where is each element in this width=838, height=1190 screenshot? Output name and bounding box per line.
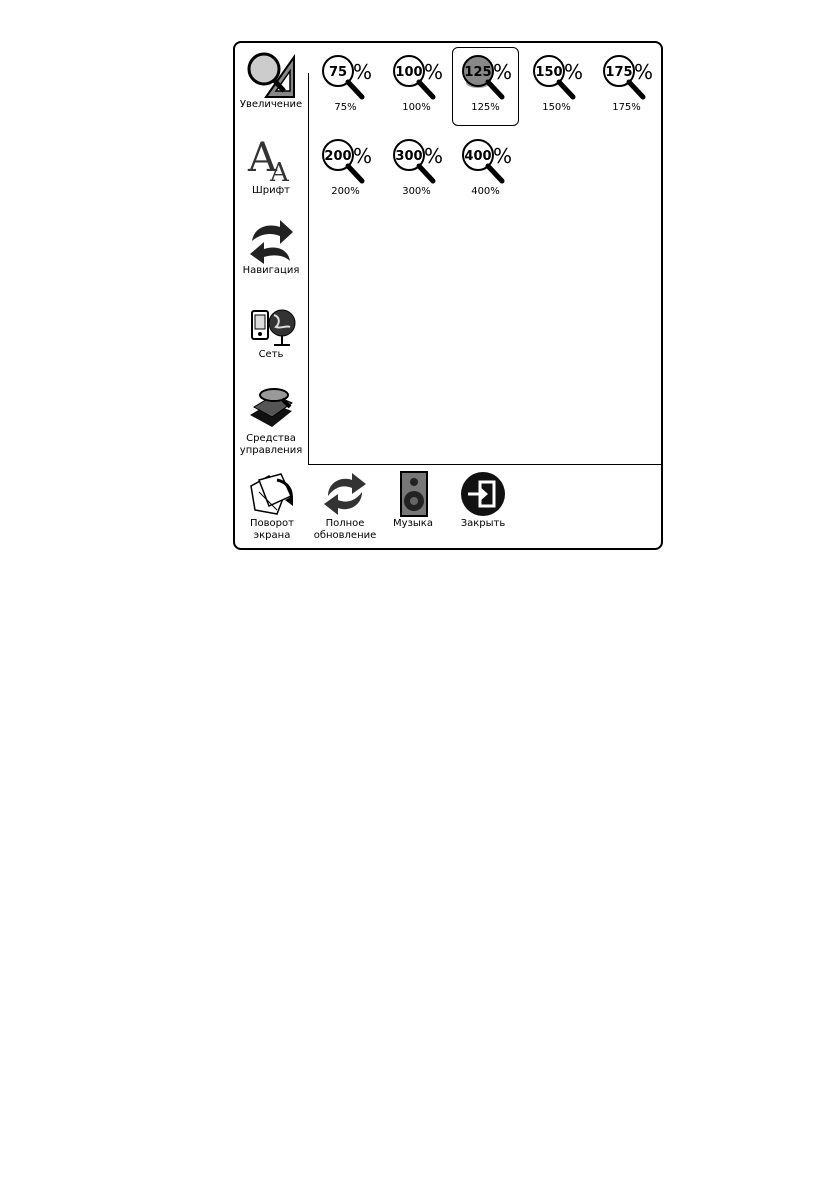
full-refresh-icon [320, 470, 370, 518]
rotate-screen-button[interactable] [237, 470, 307, 542]
navigation-icon [246, 217, 296, 265]
magnifier-icon [391, 53, 443, 101]
percent-sign: % [352, 60, 372, 84]
percent-sign: % [492, 60, 512, 84]
zoom-option-label: 400% [471, 186, 500, 197]
rotate-screen-icon [247, 470, 297, 518]
percent-sign: % [633, 60, 653, 84]
side-item-zoom[interactable] [235, 51, 307, 111]
bottom-item-label: Поворот экрана [250, 518, 294, 541]
magnifier-icon [391, 137, 443, 185]
zoom-category-icon [246, 51, 296, 99]
side-item-label: Навигация [242, 265, 300, 276]
zoom-value-text: 300 [394, 149, 423, 164]
zoom-value-text: 200 [323, 149, 352, 164]
zoom-option-label: 150% [542, 102, 571, 113]
side-item-network[interactable] [235, 301, 307, 361]
magnifier-icon [320, 137, 372, 185]
magnifier-icon [320, 53, 372, 101]
close-button[interactable] [448, 470, 518, 530]
percent-sign: % [423, 60, 443, 84]
zoom-option-label: 300% [402, 186, 431, 197]
font-icon [246, 133, 296, 185]
side-item-label: Сеть [258, 349, 284, 360]
zoom-option-label: 125% [471, 102, 500, 113]
zoom-option-label: 75% [334, 102, 357, 113]
side-item-label: Средства управления [239, 433, 303, 456]
bottom-item-label: Музыка [393, 518, 433, 529]
percent-sign: % [423, 144, 443, 168]
side-item-navigation[interactable] [235, 217, 307, 277]
zoom-option-125[interactable] [452, 47, 519, 126]
side-item-tools[interactable] [235, 385, 307, 457]
exit-icon [458, 470, 508, 518]
magnifier-icon [601, 53, 653, 101]
zoom-option-label: 200% [331, 186, 360, 197]
speaker-icon [388, 470, 438, 518]
zoom-option-100[interactable] [383, 47, 450, 126]
zoom-option-label: 100% [402, 102, 431, 113]
zoom-option-75[interactable] [312, 47, 379, 126]
zoom-value-text: 75 [328, 65, 347, 80]
zoom-value-text: 150 [534, 65, 563, 80]
side-divider [308, 73, 309, 464]
bottom-divider [308, 464, 661, 465]
zoom-option-400[interactable] [452, 131, 519, 210]
magnifier-icon [460, 53, 512, 101]
bottom-item-label: Закрыть [460, 518, 506, 529]
zoom-value-text: 400 [463, 149, 492, 164]
music-button[interactable] [378, 470, 448, 530]
side-item-font[interactable] [235, 133, 307, 197]
zoom-option-150[interactable] [523, 47, 590, 126]
percent-sign: % [492, 144, 512, 168]
zoom-value-text: 100 [394, 65, 423, 80]
magnifier-icon [460, 137, 512, 185]
zoom-option-175[interactable] [593, 47, 660, 126]
svg-text:A: A [248, 135, 277, 181]
full-refresh-button[interactable] [310, 470, 380, 542]
svg-text:A: A [270, 158, 289, 185]
zoom-option-300[interactable] [383, 131, 450, 210]
side-item-label: Увеличение [239, 99, 303, 110]
zoom-option-label: 175% [612, 102, 641, 113]
percent-sign: % [352, 144, 372, 168]
zoom-value-text: 175 [604, 65, 633, 80]
zoom-option-200[interactable] [312, 131, 379, 210]
zoom-value-text: 125 [463, 65, 492, 80]
menu-dialog [233, 41, 663, 550]
tools-icon [246, 385, 296, 433]
percent-sign: % [563, 60, 583, 84]
network-icon [246, 301, 296, 349]
bottom-item-label: Полное обновление [313, 518, 377, 541]
side-item-label: Шрифт [252, 185, 290, 196]
magnifier-icon [531, 53, 583, 101]
